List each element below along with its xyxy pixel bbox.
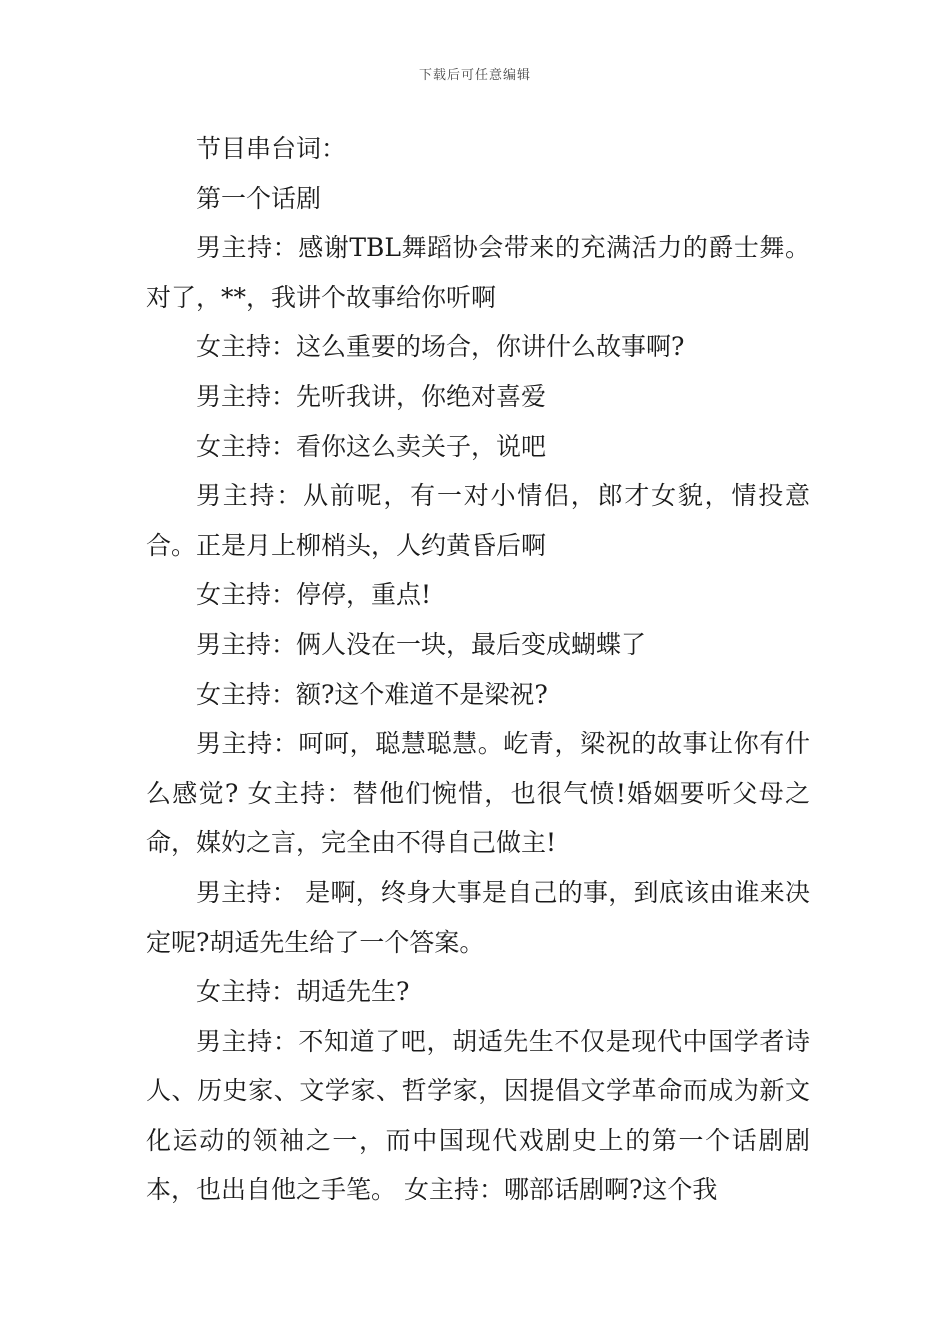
paragraph: 男主持：不知道了吧，胡适先生不仅是现代中国学者诗人、历史家、文学家、哲学家，因提倡文学革命而成为新文化运动的领袖之一，而中国现代戏剧史上的第一个话剧剧本，也出自他之手笔。 女主持：哪部话剧啊?这个我 xyxy=(146,1026,810,1205)
paragraph: 男主持：俩人没在一块，最后变成蝴蝶了 xyxy=(196,629,647,659)
paragraph: 女主持：这么重要的场合，你讲什么故事啊? xyxy=(196,332,685,362)
paragraph: 女主持：额?这个难道不是梁祝? xyxy=(196,679,548,709)
paragraph: 男主持：呵呵，聪慧聪慧。屹青，梁祝的故事让你有什么感觉? 女主持：替他们惋惜，也很气愤!婚姻要听父母之命，媒妁之言，完全由不得自己做主! xyxy=(146,729,810,858)
paragraph: 男主持：先听我讲，你绝对喜爱 xyxy=(196,381,547,411)
paragraph: 男主持：从前呢，有一对小情侣，郎才女貌，情投意合。正是月上柳梢头，人约黄昏后啊 xyxy=(146,481,810,560)
paragraph: 第一个话剧 xyxy=(196,183,322,213)
page-header: 下载后可任意编辑 xyxy=(418,68,531,83)
paragraph: 男主持：感谢TBL舞蹈协会带来的充满活力的爵士舞。对了，**，我讲个故事给你听啊 xyxy=(146,233,810,312)
document-body xyxy=(146,124,810,1215)
paragraph: 男主持： 是啊，终身大事是自己的事，到底该由谁来决定呢?胡适先生给了一个答案。 xyxy=(146,877,810,957)
paragraph: 节目串台词： xyxy=(196,134,347,163)
paragraph: 女主持：看你这么卖关子，说吧 xyxy=(196,431,547,461)
paragraph: 女主持：胡适先生? xyxy=(196,977,410,1007)
paragraph: 女主持：停停，重点! xyxy=(196,580,432,610)
